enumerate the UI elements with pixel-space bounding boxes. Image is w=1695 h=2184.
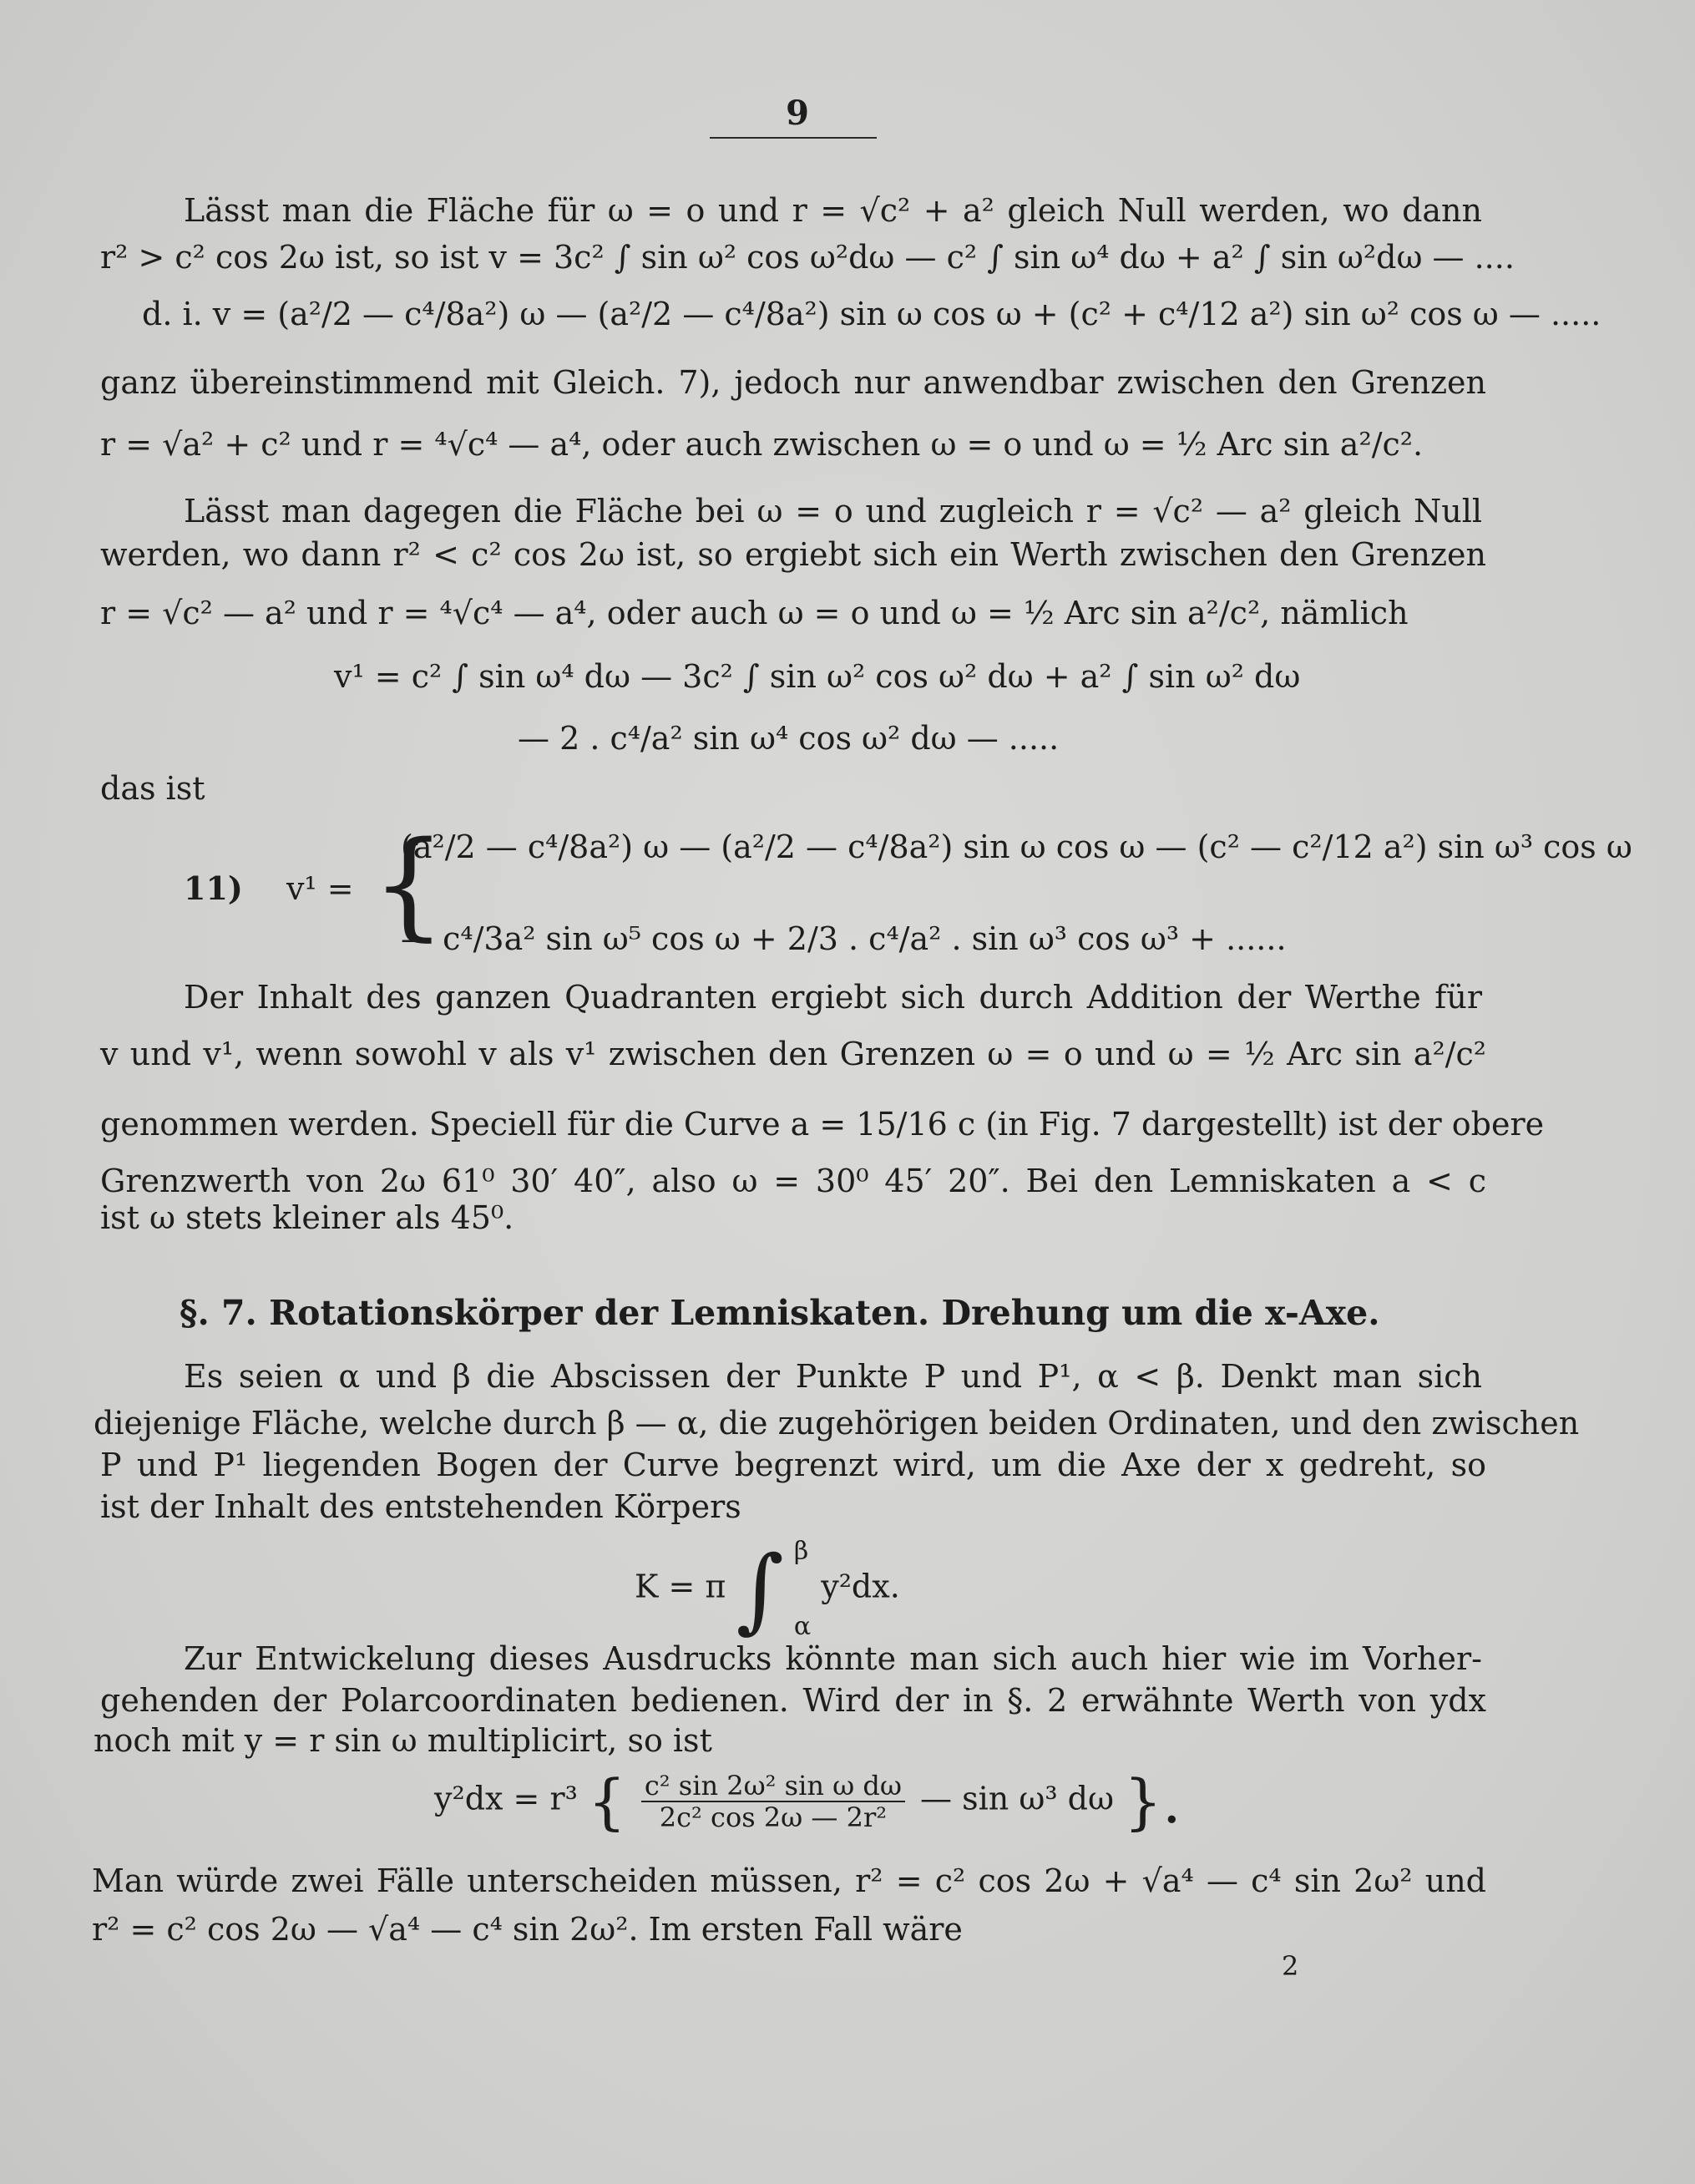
text-line: r² = c² cos 2ω — √a⁴ — c⁴ sin 2ω². Im ersten Fall wäre bbox=[92, 1911, 963, 1948]
formula-v1-line1: v¹ = c² ∫ sin ω⁴ dω — 3c² ∫ sin ω² cos ω² dω + a² ∫ sin ω² dω bbox=[334, 658, 1301, 695]
text-line: Man würde zwei Fälle unterscheiden müssen, r² = c² cos 2ω + √a⁴ — c⁴ sin 2ω² und bbox=[92, 1862, 1486, 1899]
formula-K: K = π ∫ β α y²dx. bbox=[635, 1536, 900, 1643]
text-line: gehenden der Polarcoordinaten bedienen. Wird der in §. 2 erwähnte Werth von ydx bbox=[100, 1682, 1486, 1719]
text-line: ganz übereinstimmend mit Gleich. 7), jedoch nur anwendbar zwischen den Grenzen bbox=[100, 364, 1486, 401]
formula-v1-line2: — 2 . c⁴/a² sin ω⁴ cos ω² dω — ..... bbox=[518, 720, 1060, 757]
text-line: werden, wo dann r² < c² cos 2ω ist, so ergiebt sich ein Werth zwischen den Grenzen bbox=[100, 536, 1486, 573]
text-line: r² > c² cos 2ω ist, so ist v = 3c² ∫ sin ω² cos ω²dω — c² ∫ sin ω⁴ dω + a² ∫ sin ω²dω — .... bbox=[100, 239, 1515, 276]
header-rule bbox=[710, 137, 877, 139]
text-line: Zur Entwickelung dieses Ausdrucks könnte man sich auch hier wie im Vorher- bbox=[184, 1640, 1482, 1677]
text-line: Lässt man die Fläche für ω = o und r = √c² + a² gleich Null werden, wo dann bbox=[184, 192, 1482, 229]
text-line: Es seien α und β die Abscissen der Punkte P und P¹, α < β. Denkt man sich bbox=[184, 1358, 1482, 1395]
text-line: Der Inhalt des ganzen Quadranten ergiebt sich durch Addition der Werthe für bbox=[184, 979, 1482, 1016]
text-line: genommen werden. Speciell für die Curve a = 15/16 c (in Fig. 7 dargestellt) ist der obere bbox=[100, 1106, 1545, 1143]
text-line: v und v¹, wenn sowohl v als v¹ zwischen den Grenzen ω = o und ω = ½ Arc sin a²/c² bbox=[100, 1036, 1486, 1072]
text-line: Lässt man dagegen die Fläche bei ω = o und zugleich r = √c² — a² gleich Null bbox=[184, 493, 1482, 530]
formula-y2dx: y²dx = r³ { $\frac{\text{c² sin 2ω² sin ω dω}}{\text{2c² cos 2ω — 2r²}}$ — sin ω³ dω }. bbox=[434, 1766, 1181, 1837]
text-line: ist der Inhalt des entstehenden Körpers bbox=[100, 1488, 741, 1525]
text-line: r = √a² + c² und r = ⁴√c⁴ — a⁴, oder auch zwischen ω = o und ω = ½ Arc sin a²/c². bbox=[100, 426, 1424, 463]
section-heading: §. 7. Rotationskörper der Lemniskaten. Drehung um die x-Axe. bbox=[180, 1293, 1380, 1333]
text-line: Grenzwerth von 2ω 61⁰ 30′ 40″, also ω = 30⁰ 45′ 20″. Bei den Lemniskaten a < c bbox=[100, 1163, 1486, 1199]
text-line: das ist bbox=[100, 770, 205, 807]
text-line: P und P¹ liegenden Bogen der Curve begrenzt wird, um die Axe der x gedreht, so bbox=[100, 1447, 1486, 1483]
curly-brace-icon: { bbox=[372, 817, 447, 953]
text-line: d. i. v = (a²/2 — c⁴/8a²) ω — (a²/2 — c⁴/8a²) sin ω cos ω + (c² + c⁴/12 a²) sin ω² cos ω — ..... bbox=[142, 296, 1601, 332]
equation-11-row2: — c⁴/3a² sin ω⁵ cos ω + 2/3 . c⁴/a² . sin ω³ cos ω³ + ...... bbox=[401, 920, 1287, 957]
page-number-bottom: 2 bbox=[1282, 1950, 1299, 1982]
text-line: diejenige Fläche, welche durch β — α, die zugehörigen beiden Ordinaten, und den zwischen bbox=[94, 1405, 1580, 1442]
equation-number: 11) v¹ = bbox=[184, 869, 354, 907]
text-line: ist ω stets kleiner als 45⁰. bbox=[100, 1199, 514, 1236]
integral-icon: ∫ bbox=[736, 1536, 784, 1643]
text-line: noch mit y = r sin ω multiplicirt, so ist bbox=[94, 1722, 712, 1759]
text-line: r = √c² — a² und r = ⁴√c⁴ — a⁴, oder auch ω = o und ω = ½ Arc sin a²/c², nämlich bbox=[100, 595, 1409, 631]
equation-11-row1: (a²/2 — c⁴/8a²) ω — (a²/2 — c⁴/8a²) sin ω cos ω — (c² — c²/12 a²) sin ω³ cos ω bbox=[401, 829, 1632, 865]
page-number-top: 9 bbox=[786, 94, 809, 133]
